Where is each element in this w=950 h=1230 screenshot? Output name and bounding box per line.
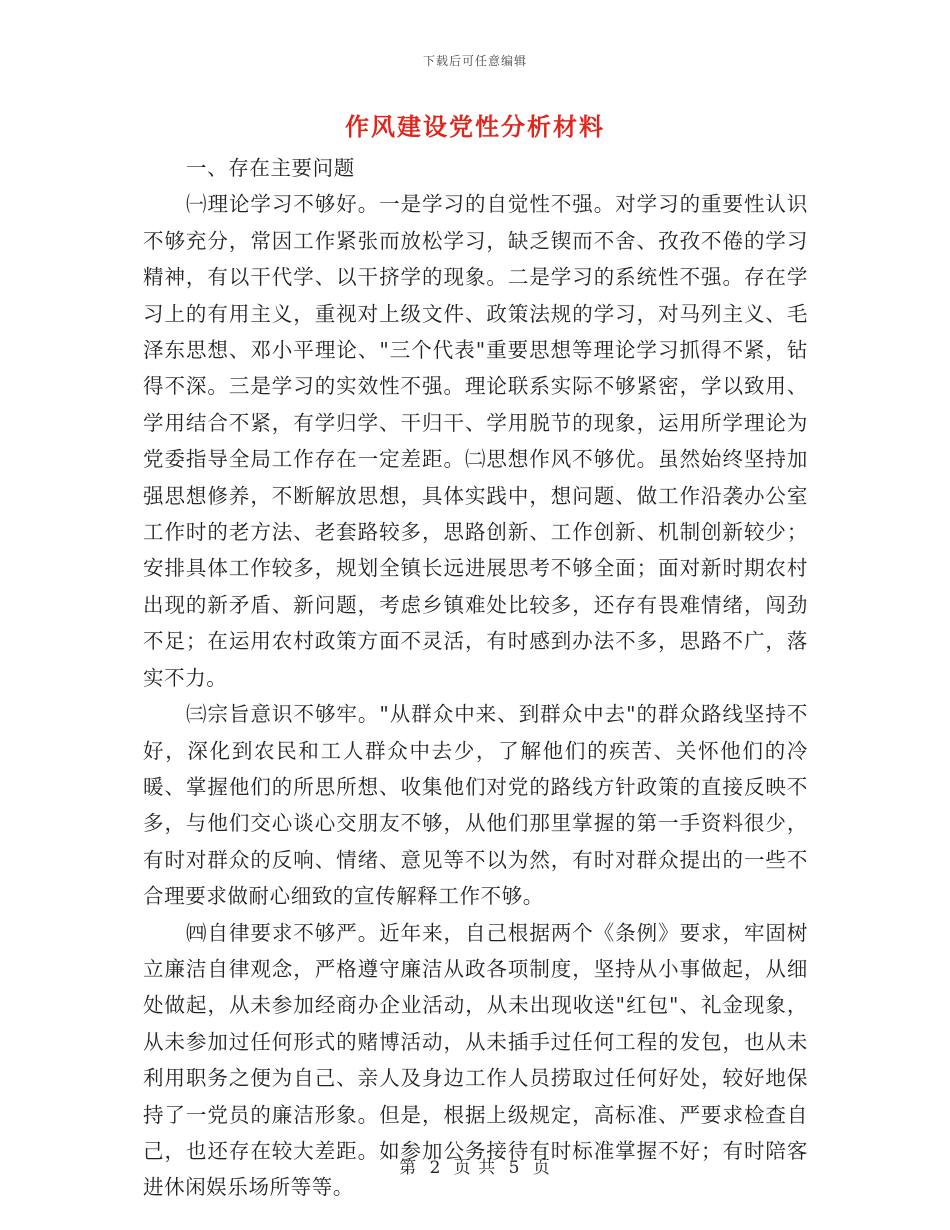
section-heading: 一、存在主要问题 — [186, 156, 355, 180]
footer-suffix: 页 — [532, 1158, 551, 1178]
footer-prefix: 第 — [399, 1158, 418, 1178]
paragraph-3: ㈣自律要求不够严。近年来，自己根据两个《条例》要求，牢固树立廉洁自律观念，严格遵守廉洁从政各项制度，坚持从小事做起，从细处做起，从未参加经商办企业活动，从未出现收送"红包"、礼金现象，从未参加过任何形式的赌博活动，从未插手过任何工程的发包，也从未利用职务之便为自己、亲人及身边工作人员捞取过任何好处，较好地保持了一党员的廉洁形象。但是，根据上级规定，高标准、严要求检查自己，也还存在较大差距。如参加公务接待有时标准掌握不好；有时陪客进休闲娱乐场所等等。 — [143, 920, 808, 1200]
header-note: 下载后可任意编辑 — [422, 54, 527, 68]
paragraph-1: ㈠理论学习不够好。一是学习的自觉性不强。对学习的重要性认识不够充分，常因工作紧张而放松学习，缺乏锲而不舍、孜孜不倦的学习精神，有以干代学、以干挤学的现象。二是学习的系统性不强。存在学习上的有用主义，重视对上级文件、政策法规的学习，对马列主义、毛泽东思想、邓小平理论、"三个代表"重要思想等理论学习抓得不紧，钻得不深。三是学习的实效性不强。理论联系实际不够紧密，学以致用、学用结合不紧，有学归学、干归干、学用脱节的现象，运用所学理论为党委指导全局工作存在一定差距。㈡思想作风不够优。虽然始终坚持加强思想修养，不断解放思想，具体实践中，想问题、做工作沿袭办公室工作时的老方法、老套路较多，思路创新、工作创新、机制创新较少；安排具体工作较多，规划全镇长远进展思考不够全面；面对新时期农村出现的新矛盾、新问题，考虑乡镇难处比较多，还存有畏难情绪，闯劲不足；在运用农村政策方面不灵活，有时感到办法不多，思路不广，落实不力。 — [143, 192, 808, 690]
document-title: 作风建设党性分析材料 — [345, 112, 605, 141]
footer-current-page: 2 — [429, 1158, 442, 1178]
page-footer — [0, 1153, 950, 1178]
paragraph-2: ㈢宗旨意识不够牢。"从群众中来、到群众中去"的群众路线坚持不好，深化到农民和工人群众中去少，了解他们的疾苦、关怀他们的冷暖、掌握他们的所思所想、收集他们对党的路线方针政策的直接反映不多，与他们交心谈心交朋友不够，从他们那里掌握的第一手资料很少，有时对群众的反响、情绪、意见等不以为然，有时对群众提出的一些不合理要求做耐心细致的宣传解释工作不够。 — [143, 702, 808, 909]
footer-total-pages: 5 — [508, 1158, 521, 1178]
footer-middle: 页 共 — [453, 1158, 497, 1178]
document-body — [143, 150, 808, 1206]
